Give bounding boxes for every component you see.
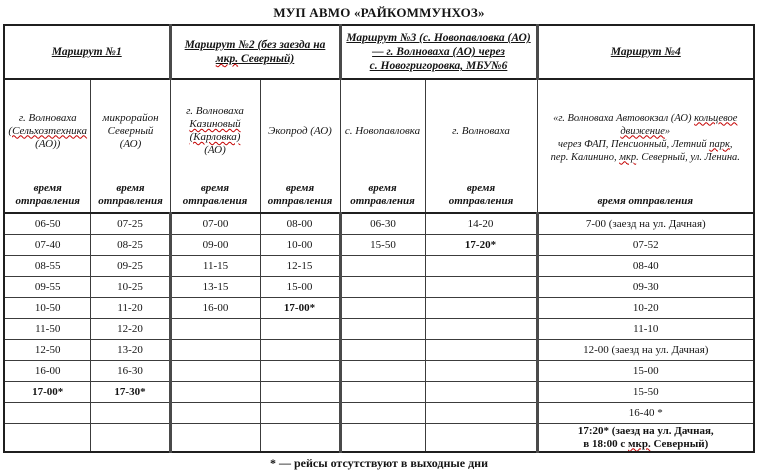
time-cell: 17-00* <box>4 382 91 403</box>
time-cell: 10-25 <box>91 277 170 298</box>
station-name: г. Волноваха Казиновый (Карловка) (АО) <box>171 80 260 182</box>
time-cell: 16-00 <box>170 298 260 319</box>
time-header: время отправления <box>15 182 80 207</box>
time-cell <box>340 424 425 453</box>
time-cell: 12-15 <box>260 256 340 277</box>
route-3-title-line2: — г. Волноваха (АО) через <box>372 46 505 58</box>
time-cell <box>425 424 537 453</box>
time-cell <box>260 319 340 340</box>
table-row <box>4 298 754 319</box>
time-cell <box>260 382 340 403</box>
time-cell <box>425 361 537 382</box>
route-3-title-line1: Маршрут №3 (с. Новопавловка (АО) <box>346 32 531 44</box>
route-2-title: Маршрут №2 (без заезда на мкр. Северный) <box>184 39 326 65</box>
route-3-header <box>340 25 537 79</box>
time-cell <box>340 256 425 277</box>
table-row <box>4 361 754 382</box>
document-title: МУП АВМО «РАЙКОММУНХОЗ» <box>273 5 485 20</box>
time-cell: 13-15 <box>170 277 260 298</box>
time-cell <box>340 382 425 403</box>
time-cell <box>170 340 260 361</box>
time-cell: 08-40 <box>537 256 754 277</box>
time-cell: 10-00 <box>260 235 340 256</box>
time-cell <box>425 382 537 403</box>
schedule-table <box>3 24 755 453</box>
time-cell: 11-20 <box>91 298 170 319</box>
spellcheck-word: мкр <box>619 151 637 163</box>
table-row <box>4 319 754 340</box>
time-cell: 13-20 <box>91 340 170 361</box>
time-cell: 7-00 (заезд на ул. Дачная) <box>537 213 754 235</box>
time-cell: 09-25 <box>91 256 170 277</box>
time-cell: 09-55 <box>4 277 91 298</box>
time-cell: 15-00 <box>537 361 754 382</box>
time-cell <box>260 361 340 382</box>
station-name: Экопрод (АО) <box>268 124 332 137</box>
time-cell <box>340 298 425 319</box>
time-cell: 14-20 <box>425 213 537 235</box>
time-cell: 08-55 <box>4 256 91 277</box>
time-cell <box>340 340 425 361</box>
time-cell: 17-20* <box>425 235 537 256</box>
time-cell <box>340 361 425 382</box>
time-cell: 16-00 <box>4 361 91 382</box>
time-cell <box>91 403 170 424</box>
time-cell: 08-25 <box>91 235 170 256</box>
time-cell: 09-30 <box>537 277 754 298</box>
time-cell-last-note: 17:20* (заезд на ул. Дачная, в 18:00 с мкр. Северный) <box>537 424 754 453</box>
time-cell <box>425 403 537 424</box>
time-cell <box>260 424 340 453</box>
table-row <box>4 382 754 403</box>
spellcheck-word: (Карловка) <box>189 131 241 143</box>
time-cell: 15-00 <box>260 277 340 298</box>
stations-row <box>4 79 754 213</box>
time-cell <box>4 403 91 424</box>
table-row <box>4 213 754 235</box>
spellcheck-word: мкр. <box>628 437 651 450</box>
time-cell <box>170 361 260 382</box>
spellcheck-word: Казиновый <box>189 118 241 130</box>
time-header: время отправления <box>350 182 415 207</box>
time-cell: 06-50 <box>4 213 91 235</box>
route-4-description: «г. Волноваха Автовокзал (АО) кольцевое движение» через ФАП, Пенсионный, Летний парк, пер. Калинино, мкр. Северный, ул. Ленина. <box>550 112 740 163</box>
route-4-title: Маршрут №4 <box>610 46 681 58</box>
time-cell <box>4 424 91 453</box>
time-cell <box>170 319 260 340</box>
time-cell: 12-00 (заезд на ул. Дачная) <box>537 340 754 361</box>
time-cell: 07-00 <box>170 213 260 235</box>
time-cell: 11-50 <box>4 319 91 340</box>
table-row <box>4 277 754 298</box>
time-header: время отправления <box>448 182 514 207</box>
footnote: * — рейсы отсутствуют в выходные дни <box>269 456 488 470</box>
station-cell-route4-description <box>537 79 754 213</box>
time-cell <box>260 403 340 424</box>
route-1-header <box>4 25 170 79</box>
time-cell: 10-20 <box>537 298 754 319</box>
time-cell: 15-50 <box>537 382 754 403</box>
time-cell: 12-50 <box>4 340 91 361</box>
station-cell-ekoprod <box>260 79 340 213</box>
time-cell <box>340 403 425 424</box>
table-row <box>4 403 754 424</box>
route-4-header <box>537 25 754 79</box>
table-row <box>4 424 754 453</box>
station-cell-volnovakha-r3 <box>425 79 537 213</box>
time-cell: 06-30 <box>340 213 425 235</box>
time-cell: 07-52 <box>537 235 754 256</box>
spellcheck-word: мкр. <box>215 53 239 65</box>
station-name: с. Новопавловка <box>344 124 421 137</box>
time-cell <box>425 298 537 319</box>
time-cell <box>425 277 537 298</box>
station-name: г. Волноваха (Сельхозтехника (АО)) <box>5 80 91 182</box>
time-cell <box>170 382 260 403</box>
time-cell <box>425 340 537 361</box>
time-cell: 10-50 <box>4 298 91 319</box>
time-cell: 07-40 <box>4 235 91 256</box>
time-cell <box>340 319 425 340</box>
time-header: время отправления <box>182 182 248 207</box>
station-cell-novopavlovka <box>340 79 425 213</box>
route-2-header <box>170 25 340 79</box>
time-cell: 12-20 <box>91 319 170 340</box>
time-cell: 17-30* <box>91 382 170 403</box>
station-cell-volnovakha-kazinovy <box>170 79 260 213</box>
table-row <box>4 340 754 361</box>
spellcheck-word: (Сельхозтехника <box>8 124 88 137</box>
time-cell: 16-30 <box>91 361 170 382</box>
time-cell: 08-00 <box>260 213 340 235</box>
time-header: время отправления <box>267 182 333 207</box>
time-header: время отправления <box>597 195 693 207</box>
station-name: г. Волноваха <box>452 124 510 137</box>
time-cell <box>170 403 260 424</box>
station-cell-mkr-severny <box>91 79 170 213</box>
spellcheck-word: парк <box>709 138 730 150</box>
time-cell: 11-10 <box>537 319 754 340</box>
route-titles-row <box>4 25 754 79</box>
time-cell <box>340 277 425 298</box>
time-cell <box>260 340 340 361</box>
table-row <box>4 256 754 277</box>
spellcheck-word: кольцевое движение <box>620 112 738 137</box>
time-cell <box>170 424 260 453</box>
time-cell: 16-40 * <box>537 403 754 424</box>
time-header: время отправления <box>98 182 163 207</box>
time-cell: 17-00* <box>260 298 340 319</box>
time-cell: 09-00 <box>170 235 260 256</box>
time-cell: 15-50 <box>340 235 425 256</box>
time-cell <box>91 424 170 453</box>
time-cell: 11-15 <box>170 256 260 277</box>
route-1-title: Маршрут №1 <box>51 46 122 58</box>
time-cell: 07-25 <box>91 213 170 235</box>
route-3-title-line3: с. Новогригоровка, МБУ№6 <box>369 60 508 72</box>
time-cell <box>425 256 537 277</box>
station-name: микрорайон Северный (АО) <box>102 111 159 150</box>
time-cell <box>425 319 537 340</box>
table-row <box>4 235 754 256</box>
station-cell-volnovakha-selkhoz <box>4 79 91 213</box>
